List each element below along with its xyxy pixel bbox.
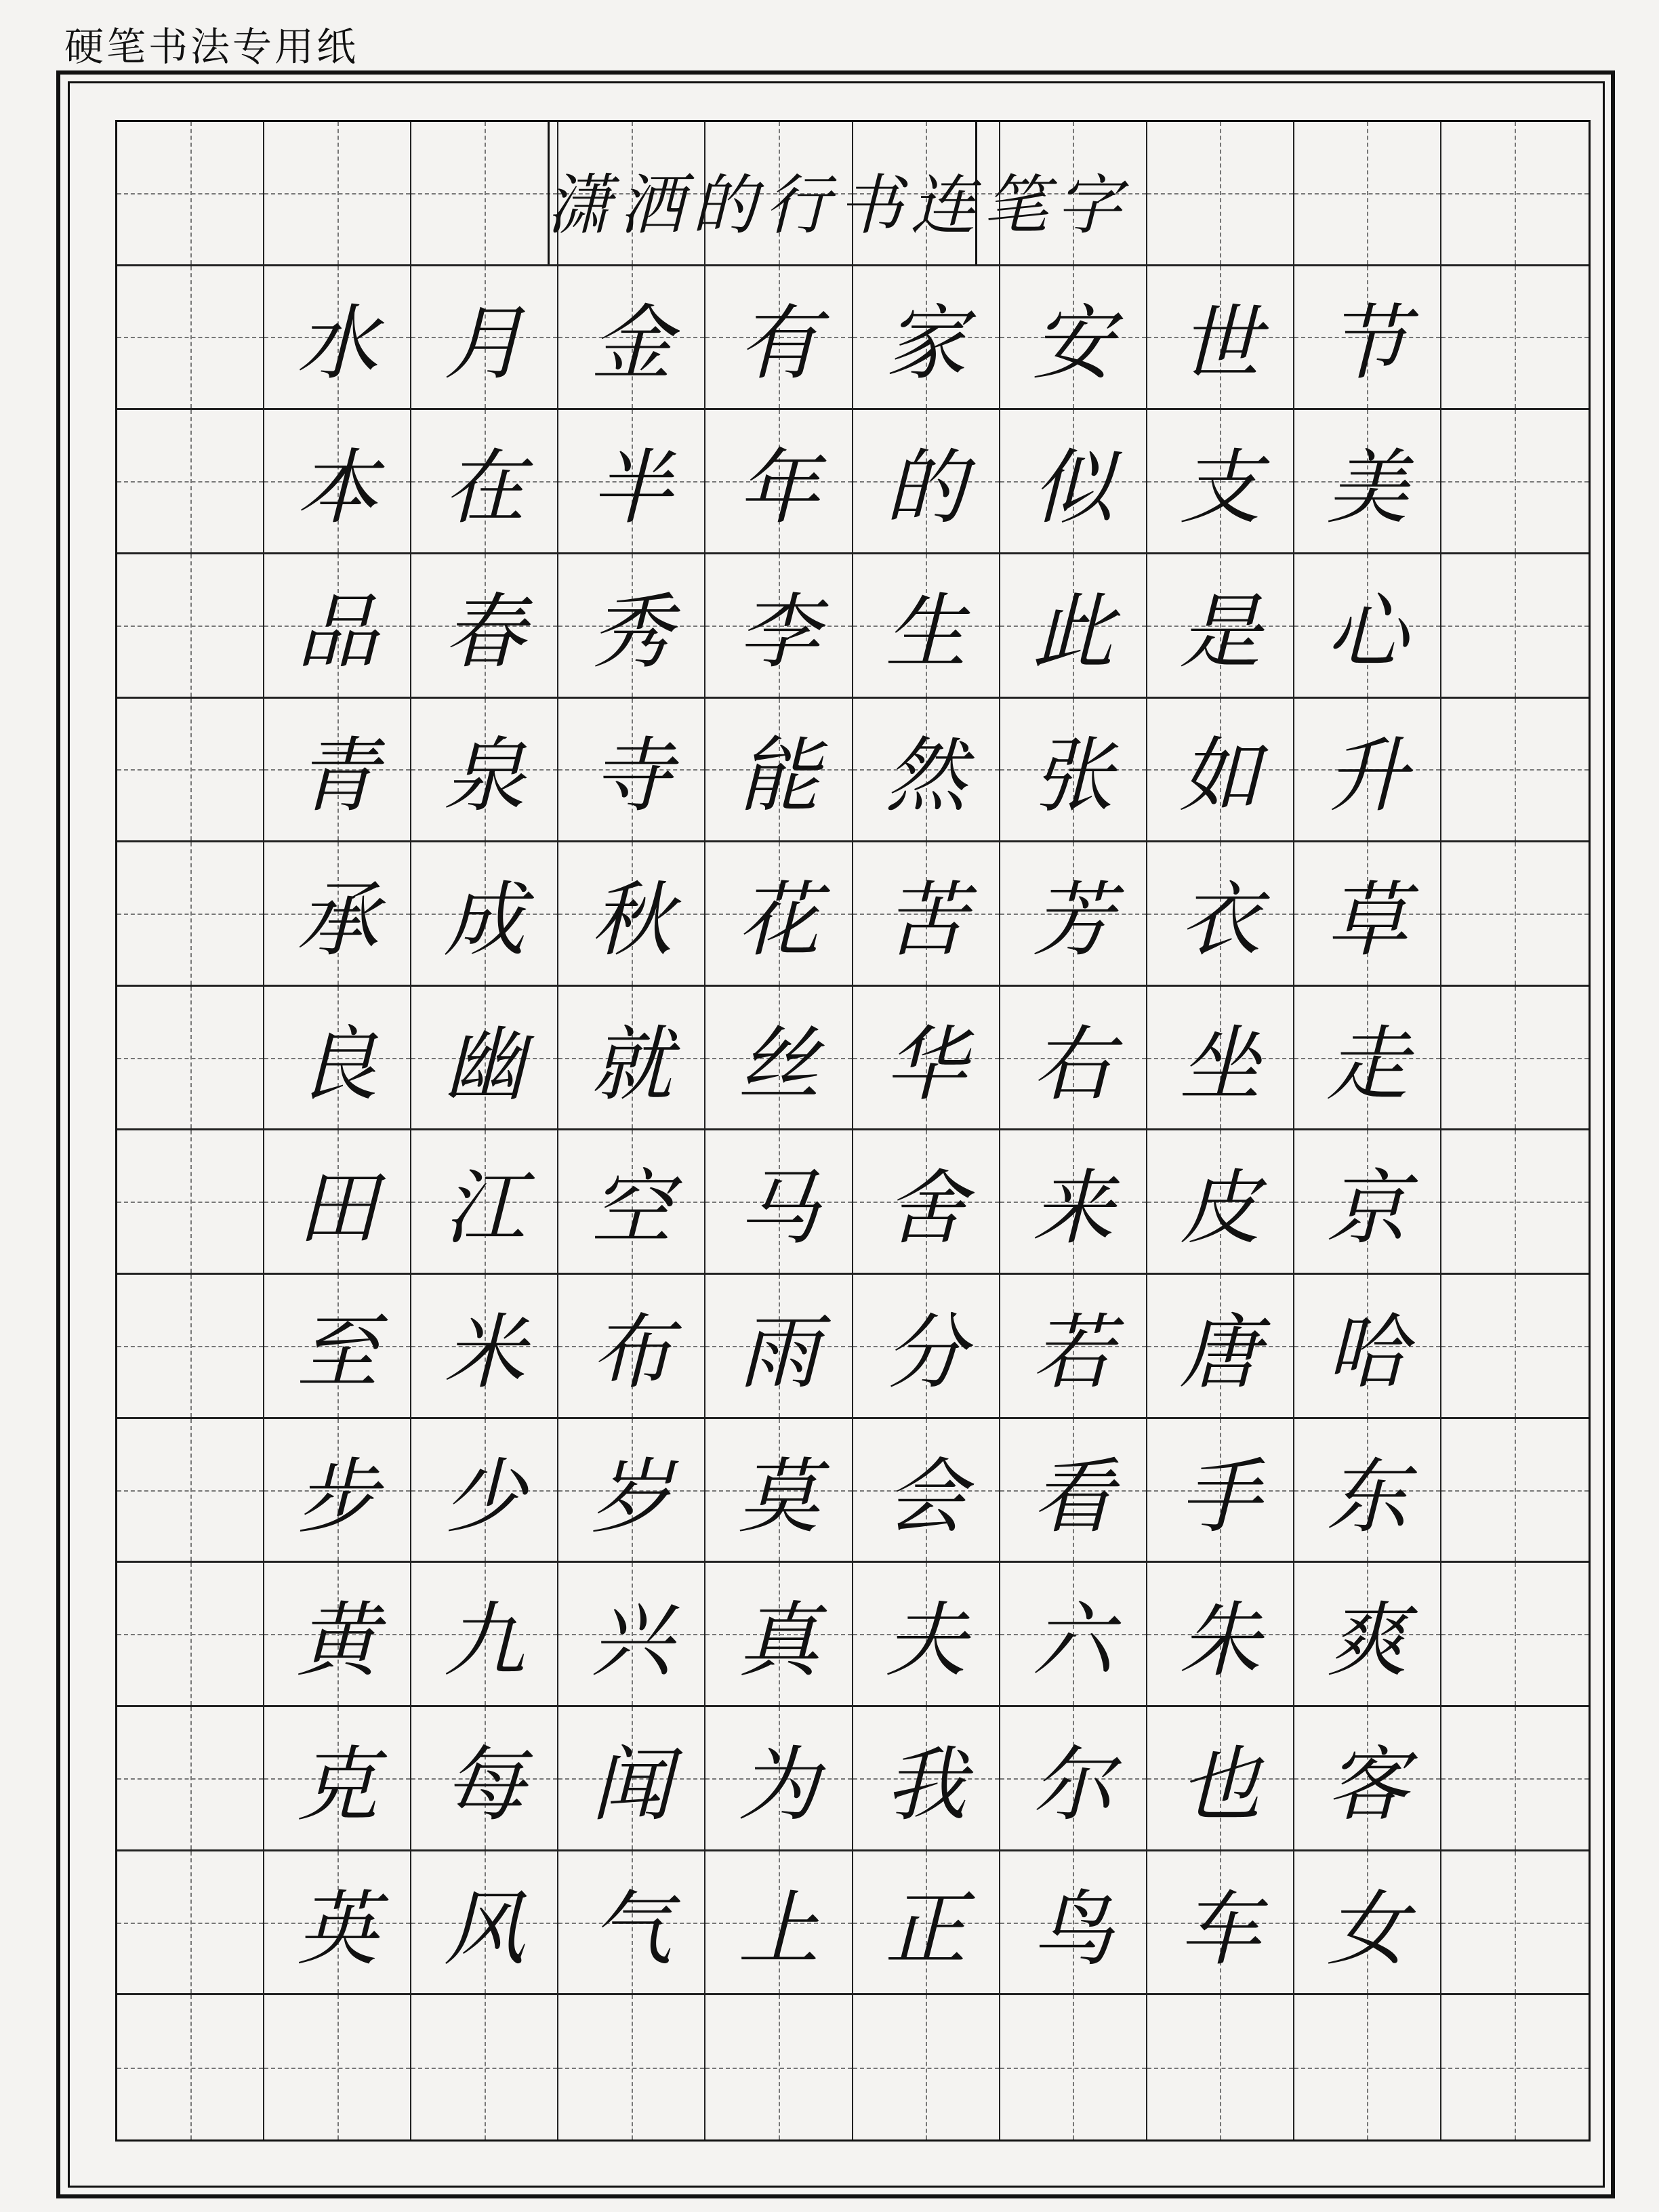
handwritten-char: 节: [1326, 297, 1408, 392]
grid-cell: [1441, 1275, 1589, 1419]
grid-cell: [264, 1419, 411, 1563]
grid-cell: [411, 1275, 558, 1419]
handwritten-char: 唐: [1179, 1305, 1261, 1400]
grid-cell: [117, 987, 264, 1131]
grid-cell: [558, 842, 705, 987]
handwritten-char: 生: [885, 585, 967, 680]
grid-cell: [1147, 1851, 1294, 1996]
grid-cell: [705, 1130, 853, 1275]
grid-cell: [1441, 1995, 1589, 2139]
grid-cell: [558, 987, 705, 1131]
handwritten-char: 岁: [590, 1450, 672, 1544]
grid-cell: [1000, 1995, 1147, 2139]
handwritten-char: 寺: [590, 729, 672, 824]
grid-cell: [411, 842, 558, 987]
grid-cell: [705, 266, 853, 411]
grid-cell: [705, 987, 853, 1131]
handwritten-char: 正: [885, 1882, 967, 1977]
handwritten-char: 真: [737, 1594, 819, 1689]
grid-cell: [264, 122, 411, 266]
handwritten-char: 幽: [443, 1017, 525, 1112]
grid-cell: [1147, 699, 1294, 843]
handwritten-char: 莫: [737, 1450, 819, 1544]
grid-cell: [411, 1563, 558, 1707]
grid-cell: [117, 1995, 264, 2139]
handwritten-char: 舍: [885, 1162, 967, 1256]
handwritten-char: 风: [443, 1882, 525, 1977]
grid-cell: [853, 987, 1000, 1131]
grid-cell: [411, 1419, 558, 1563]
grid-cell: [705, 1563, 853, 1707]
handwritten-char: 爽: [1326, 1594, 1408, 1689]
grid-cell: [411, 1707, 558, 1851]
grid-cell: [558, 1563, 705, 1707]
handwritten-char: 手: [1179, 1450, 1261, 1544]
handwritten-char: 良: [296, 1017, 378, 1112]
handwritten-char: 米: [443, 1305, 525, 1400]
grid-cell: [1147, 122, 1294, 266]
grid-cell: [558, 1130, 705, 1275]
handwritten-char: 水: [296, 297, 378, 392]
handwritten-char: 升: [1326, 729, 1408, 824]
handwritten-char: 安: [1032, 297, 1114, 392]
grid-cell: [1441, 266, 1589, 411]
handwritten-char: 家: [885, 297, 967, 392]
grid-cell: [1294, 410, 1441, 554]
handwritten-char: 至: [296, 1305, 378, 1400]
grid-cell: [1441, 122, 1589, 266]
handwritten-char: 皮: [1179, 1162, 1261, 1256]
grid-cell: [705, 554, 853, 699]
handwritten-char: 似: [1032, 441, 1114, 536]
grid-cell: [264, 987, 411, 1131]
grid-cell: [1441, 1563, 1589, 1707]
grid-cell: [117, 266, 264, 411]
grid-cell: [117, 122, 264, 266]
grid-cell: [853, 410, 1000, 554]
grid-cell: [853, 842, 1000, 987]
grid-cell: [264, 1707, 411, 1851]
grid-cell: [1294, 987, 1441, 1131]
grid-cell: [558, 699, 705, 843]
title-char: 书: [837, 167, 903, 243]
grid-cell: [558, 1995, 705, 2139]
grid-cell: [1000, 1419, 1147, 1563]
grid-cell: [264, 1851, 411, 1996]
handwritten-char: 半: [590, 441, 672, 536]
grid-cell: [117, 1851, 264, 1996]
grid-cell: [117, 1275, 264, 1419]
handwritten-char: 鸟: [1032, 1882, 1114, 1977]
handwritten-char: 闻: [590, 1738, 672, 1832]
handwritten-char: 世: [1179, 297, 1261, 392]
handwritten-char: 尔: [1032, 1738, 1114, 1832]
handwritten-char: 能: [737, 729, 819, 824]
handwritten-char: 为: [737, 1738, 819, 1832]
handwritten-char: 女: [1326, 1882, 1408, 1977]
worksheet-title: [542, 136, 1125, 264]
handwritten-char: 九: [443, 1594, 525, 1689]
grid-cell: [117, 842, 264, 987]
grid-cell: [853, 1130, 1000, 1275]
grid-cell: [1441, 554, 1589, 699]
grid-cell: [853, 266, 1000, 411]
grid-cell: [1294, 1130, 1441, 1275]
grid-cell: [411, 122, 558, 266]
grid-cell: [705, 1851, 853, 1996]
grid-cell: [1294, 842, 1441, 987]
handwritten-char: 秋: [590, 874, 672, 968]
grid-cell: [1294, 554, 1441, 699]
grid-cell: [1147, 1419, 1294, 1563]
grid-cell: [411, 410, 558, 554]
handwritten-char: 少: [443, 1450, 525, 1544]
handwritten-char: 心: [1326, 585, 1408, 680]
handwritten-char: 然: [885, 729, 967, 824]
handwritten-char: 就: [590, 1017, 672, 1112]
title-char: 洒: [619, 167, 684, 243]
grid-cell: [264, 842, 411, 987]
grid-cell: [853, 1851, 1000, 1996]
grid-cell: [264, 1275, 411, 1419]
grid-cell: [853, 1995, 1000, 2139]
grid-cell: [117, 1419, 264, 1563]
grid-cell: [411, 1995, 558, 2139]
grid-cell: [1147, 1275, 1294, 1419]
grid-cell: [1441, 987, 1589, 1131]
grid-cell: [264, 266, 411, 411]
handwritten-char: 黄: [296, 1594, 378, 1689]
grid-cell: [117, 1707, 264, 1851]
grid-cell: [558, 1851, 705, 1996]
handwritten-char: 金: [590, 297, 672, 392]
handwritten-char: 是: [1179, 585, 1261, 680]
grid-cell: [264, 1563, 411, 1707]
practice-grid: [115, 120, 1591, 2142]
handwritten-char: 车: [1179, 1882, 1261, 1977]
title-char: 的: [691, 167, 757, 243]
grid-cell: [558, 1707, 705, 1851]
handwritten-char: 丝: [737, 1017, 819, 1112]
handwritten-char: 每: [443, 1738, 525, 1832]
handwritten-char: 春: [443, 585, 525, 680]
grid-cell: [1294, 1995, 1441, 2139]
grid-cell: [1000, 554, 1147, 699]
grid-cell: [1294, 266, 1441, 411]
grid-cell: [558, 266, 705, 411]
grid-cell: [705, 699, 853, 843]
grid-cell: [1000, 1707, 1147, 1851]
handwritten-char: 美: [1326, 441, 1408, 536]
grid-cell: [1441, 1707, 1589, 1851]
title-char: 行: [764, 167, 830, 243]
grid-cell: [1000, 410, 1147, 554]
handwritten-char: 华: [885, 1017, 967, 1112]
grid-cell: [264, 554, 411, 699]
grid-cell: [117, 554, 264, 699]
handwritten-char: 马: [737, 1162, 819, 1256]
grid-cell: [1147, 554, 1294, 699]
grid-cell: [117, 410, 264, 554]
grid-cell: [1147, 1563, 1294, 1707]
handwritten-char: 苦: [885, 874, 967, 968]
grid-cell: [1441, 410, 1589, 554]
title-char: 潇: [546, 167, 611, 243]
grid-cell: [411, 987, 558, 1131]
handwritten-char: 年: [737, 441, 819, 536]
handwritten-char: 哈: [1326, 1305, 1408, 1400]
grid-cell: [1147, 842, 1294, 987]
handwritten-char: 在: [443, 441, 525, 536]
handwritten-char: 有: [737, 297, 819, 392]
handwritten-char: 克: [296, 1738, 378, 1832]
handwritten-char: 来: [1032, 1162, 1114, 1256]
grid-cell: [1000, 1275, 1147, 1419]
grid-cell: [1147, 266, 1294, 411]
handwritten-char: 兴: [590, 1594, 672, 1689]
grid-cell: [705, 1707, 853, 1851]
handwritten-char: 草: [1326, 874, 1408, 968]
grid-cell: [853, 554, 1000, 699]
handwritten-char: 若: [1032, 1305, 1114, 1400]
grid-cell: [264, 1130, 411, 1275]
handwritten-char: 本: [296, 441, 378, 536]
handwritten-char: 空: [590, 1162, 672, 1256]
handwritten-char: 坐: [1179, 1017, 1261, 1112]
grid-cell: [558, 1419, 705, 1563]
grid-cell: [411, 699, 558, 843]
handwritten-char: 江: [443, 1162, 525, 1256]
grid-cell: [853, 1419, 1000, 1563]
grid-cell: [1000, 699, 1147, 843]
grid-cell: [1147, 1707, 1294, 1851]
handwritten-char: 支: [1179, 441, 1261, 536]
handwritten-char: 布: [590, 1305, 672, 1400]
grid-cell: [1000, 842, 1147, 987]
handwritten-char: 雨: [737, 1305, 819, 1400]
handwritten-char: 田: [296, 1162, 378, 1256]
handwritten-char: 夫: [885, 1594, 967, 1689]
handwritten-char: 承: [296, 874, 378, 968]
handwritten-char: 朱: [1179, 1594, 1261, 1689]
grid-cell: [705, 842, 853, 987]
grid-cell: [1294, 1275, 1441, 1419]
grid-cell: [853, 1707, 1000, 1851]
grid-cell: [705, 1275, 853, 1419]
handwritten-char: 看: [1032, 1450, 1114, 1544]
grid-cell: [1441, 699, 1589, 843]
handwritten-char: 上: [737, 1882, 819, 1977]
handwritten-char: 泉: [443, 729, 525, 824]
handwritten-char: 京: [1326, 1162, 1408, 1256]
grid-cell: [1441, 842, 1589, 987]
handwritten-char: 气: [590, 1882, 672, 1977]
grid-cell: [1147, 1130, 1294, 1275]
grid-cell: [705, 410, 853, 554]
grid-cell: [1294, 1707, 1441, 1851]
grid-cell: [1000, 266, 1147, 411]
grid-cell: [411, 1130, 558, 1275]
grid-cell: [1441, 1130, 1589, 1275]
handwritten-char: 张: [1032, 729, 1114, 824]
paper-header-label: 硬笔书法专用纸: [64, 24, 359, 70]
handwritten-char: 李: [737, 585, 819, 680]
grid-cell: [264, 410, 411, 554]
handwritten-char: 秀: [590, 585, 672, 680]
grid-cell: [1000, 1130, 1147, 1275]
handwritten-char: 东: [1326, 1450, 1408, 1544]
grid-cell: [705, 1995, 853, 2139]
title-char: 字: [1056, 167, 1122, 243]
handwritten-char: 右: [1032, 1017, 1114, 1112]
grid-cell: [558, 410, 705, 554]
handwritten-char: 走: [1326, 1017, 1408, 1112]
grid-cell: [411, 266, 558, 411]
grid-cell: [1000, 987, 1147, 1131]
handwritten-char: 花: [737, 874, 819, 968]
grid-cell: [411, 554, 558, 699]
grid-cell: [1147, 1995, 1294, 2139]
handwritten-char: 六: [1032, 1594, 1114, 1689]
handwritten-char: 青: [296, 729, 378, 824]
grid-cell: [853, 1275, 1000, 1419]
grid-cell: [117, 1563, 264, 1707]
handwritten-char: 芳: [1032, 874, 1114, 968]
grid-cell: [1294, 1563, 1441, 1707]
handwritten-char: 此: [1032, 585, 1114, 680]
grid-cell: [117, 699, 264, 843]
handwritten-char: 月: [443, 297, 525, 392]
grid-cell: [1294, 1851, 1441, 1996]
grid-cell: [853, 1563, 1000, 1707]
grid-cell: [264, 699, 411, 843]
grid-cell: [1441, 1419, 1589, 1563]
handwritten-char: 分: [885, 1305, 967, 1400]
handwritten-char: 客: [1326, 1738, 1408, 1832]
grid-cell: [558, 554, 705, 699]
handwritten-char: 会: [885, 1450, 967, 1544]
grid-cell: [1000, 1851, 1147, 1996]
handwritten-char: 英: [296, 1882, 378, 1977]
grid-cell: [558, 1275, 705, 1419]
grid-cell: [1147, 987, 1294, 1131]
grid-cell: [1294, 1419, 1441, 1563]
handwritten-char: 衣: [1179, 874, 1261, 968]
handwritten-char: 成: [443, 874, 525, 968]
handwritten-char: 如: [1179, 729, 1261, 824]
grid-cell: [1147, 410, 1294, 554]
grid-cell: [1294, 122, 1441, 266]
grid-cell: [117, 1130, 264, 1275]
handwritten-char: 的: [885, 441, 967, 536]
grid-cell: [1000, 1563, 1147, 1707]
grid-cell: [1294, 699, 1441, 843]
handwritten-char: 品: [296, 585, 378, 680]
handwritten-char: 也: [1179, 1738, 1261, 1832]
grid-cell: [411, 1851, 558, 1996]
grid-cell: [705, 1419, 853, 1563]
handwritten-char: 我: [885, 1738, 967, 1832]
grid-cell: [853, 699, 1000, 843]
title-char: 笔: [983, 167, 1048, 243]
grid-cell: [264, 1995, 411, 2139]
handwritten-char: 步: [296, 1450, 378, 1544]
title-char: 连: [910, 167, 976, 243]
grid-cell: [1441, 1851, 1589, 1996]
